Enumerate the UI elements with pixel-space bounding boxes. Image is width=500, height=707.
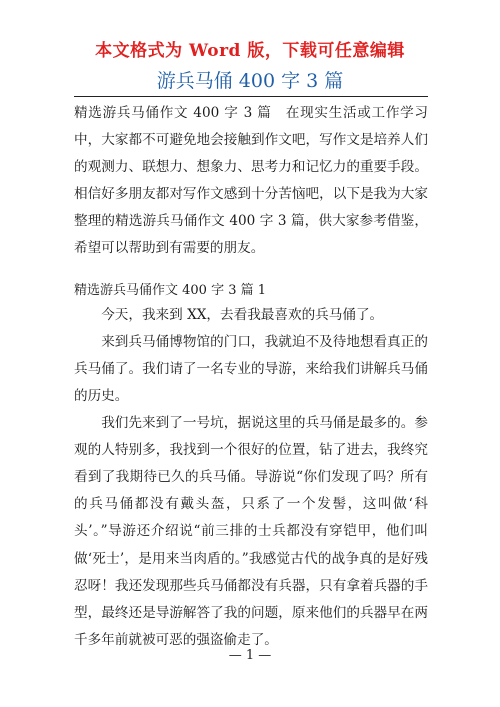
intro-paragraph: 精选游兵马俑作文 400 字 3 篇 在现实生活或工作学习中，大家都不可避免地会接触到作文吧，写作文是培养人们的观测力、联想力、想象力、思考力和记忆力的重要手段。相信好多朋友都对写作文感到十分苦恼吧，以下是我为大家整理的精选游兵马俑作文 400 字 3 篇，供大家参考借鉴，希望可以帮助到有需要的朋友。 <box>74 105 428 257</box>
body-paragraph: 来到兵马俑博物馆的门口，我就迫不及待地想看真正的兵马俑了。我们请了一名专业的导游，来给我们讲解兵马俑的历史。 <box>74 333 428 404</box>
title-divider <box>74 96 428 97</box>
page-number: — 1 — <box>228 648 272 663</box>
document-body <box>74 100 428 654</box>
section-spacer <box>74 263 428 277</box>
body-paragraph: 今天，我来到 XX，去看我最喜欢的兵马俑了。 <box>101 306 384 323</box>
section-heading: 精选游兵马俑作文 400 字 3 篇 1 <box>74 282 267 298</box>
word-format-banner: 本文格式为 Word 版，下载可任意编辑 <box>95 41 405 61</box>
body-paragraph: 我们先来到了一号坑，据说这里的兵马俑是最多的。参观的人特别多，我找到一个很好的位置，钻了进去，我终究看到了我期待已久的兵马俑。导游说“你们发现了吗？所有的兵马俑都没有戴头盔，只系了一个发髻，这叫做‘科头’。”导游还介绍说“前三排的士兵都没有穿铠甲，他们叫做‘死士’，是用来当肉盾的。”我感觉古代的战争真的是好残忍呀！我还发现那些兵马俑都没有兵器，只有拿着兵器的手型，最终还是导游解答了我的问题，原来他们的兵器早在两千多年前就被可恶的强盗偷走了。 <box>74 415 428 648</box>
document-title: 游兵马俑 400 字 3 篇 <box>156 70 344 92</box>
